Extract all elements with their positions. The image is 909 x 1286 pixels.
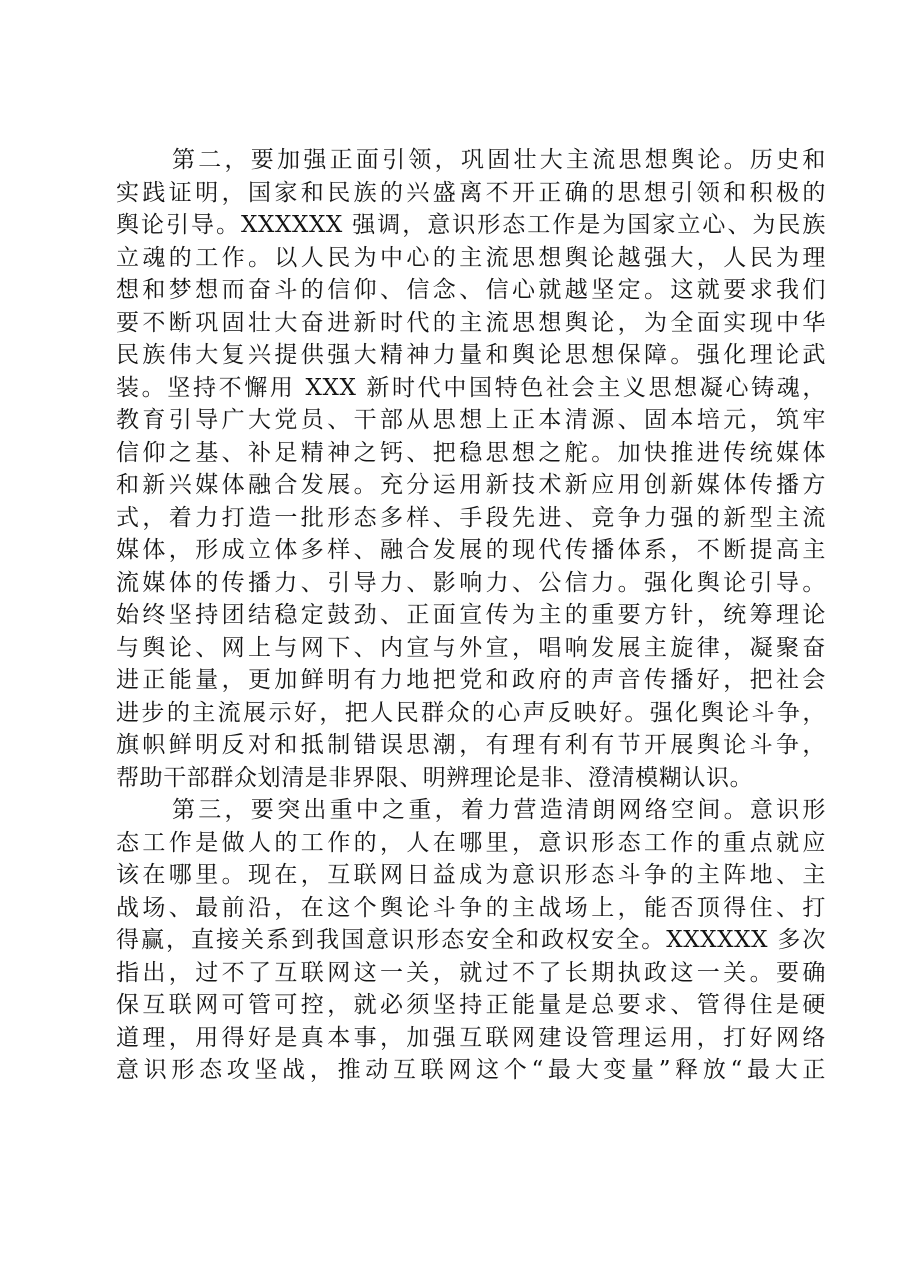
paragraph-line: 始终坚持团结稳定鼓劲、正面宣传为主的重要方针，统筹理论 [116, 602, 826, 628]
paragraph-line: 第二，要加强正面引领，巩固壮大主流思想舆论。历史和 [172, 147, 826, 173]
paragraph-line: 要不断巩固壮大奋进新时代的主流思想舆论，为全面实现中华 [116, 309, 826, 336]
paragraph-last-line: 帮助干部群众划清是非界限、明辨理论是非、澄清模糊认识。 [116, 764, 754, 791]
paragraph-line: 进正能量，更加鲜明有力地把党和政府的声音传播好，把社会 [116, 667, 826, 693]
paragraph-line: 战场、最前沿，在这个舆论斗争的主战场上，能否顶得住、打 [116, 894, 826, 921]
paragraph-line: 指出，过不了互联网这一关，就过不了长期执政这一关。要确 [116, 959, 826, 986]
paragraph-line: 旗帜鲜明反对和抵制错误思潮，有理有利有节开展舆论斗争， [116, 732, 826, 758]
paragraph-line: 流媒体的传播力、引导力、影响力、公信力。强化舆论引导。 [116, 569, 826, 596]
paragraph-line: 道理，用得好是真本事，加强互联网建设管理运用，打好网络 [116, 1024, 826, 1051]
paragraph-line: 信仰之基、补足精神之钙、把稳思想之舵。加快推进传统媒体 [116, 439, 826, 466]
paragraph-line: 民族伟大复兴提供强大精神力量和舆论思想保障。强化理论武 [116, 342, 826, 368]
paragraph-line: 想和梦想而奋斗的信仰、信念、信心就越坚定。这就要求我们 [116, 277, 826, 303]
paragraph-line: 意识形态攻坚战，推动互联网这个“最大变量”释放“最大正 [116, 1057, 826, 1083]
paragraph-line: 教育引导广大党员、干部从思想上正本清源、固本培元，筑牢 [116, 407, 826, 433]
paragraph-line: 与舆论、网上与网下、内宣与外宣，唱响发展主旋律，凝聚奋 [116, 634, 826, 661]
paragraph-line: 和新兴媒体融合发展。充分运用新技术新应用创新媒体传播方 [116, 472, 826, 498]
paragraph-line: 得赢，直接关系到我国意识形态安全和政权安全。XXXXXX 多次 [116, 927, 826, 953]
paragraph-line: 式，着力打造一批形态多样、手段先进、竞争力强的新型主流 [116, 504, 826, 531]
paragraph-line: 立魂的工作。以人民为中心的主流思想舆论越强大，人民为理 [116, 244, 826, 271]
paragraph-line: 第三，要突出重中之重，着力营造清朗网络空间。意识形 [172, 797, 826, 823]
paragraph-line: 装。坚持不懈用 XXX 新时代中国特色社会主义思想凝心铸魂， [116, 374, 826, 401]
paragraph-line: 舆论引导。XXXXXX 强调，意识形态工作是为国家立心、为民族 [116, 212, 826, 238]
paragraph-line: 进步的主流展示好，把人民群众的心声反映好。强化舆论斗争， [116, 699, 826, 726]
document-body [116, 144, 826, 1087]
paragraph-line: 态工作是做人的工作的，人在哪里，意识形态工作的重点就应 [116, 829, 826, 856]
paragraph-line: 实践证明，国家和民族的兴盛离不开正确的思想引领和积极的 [116, 179, 826, 206]
paragraph-second-point [116, 144, 826, 794]
paragraph-line: 媒体，形成立体多样、融合发展的现代传播体系，不断提高主 [116, 537, 826, 563]
paragraph-third-point [116, 794, 826, 1087]
paragraph-line: 保互联网可管可控，就必须坚持正能量是总要求、管得住是硬 [116, 992, 826, 1018]
paragraph-line: 该在哪里。现在，互联网日益成为意识形态斗争的主阵地、主 [116, 862, 826, 888]
